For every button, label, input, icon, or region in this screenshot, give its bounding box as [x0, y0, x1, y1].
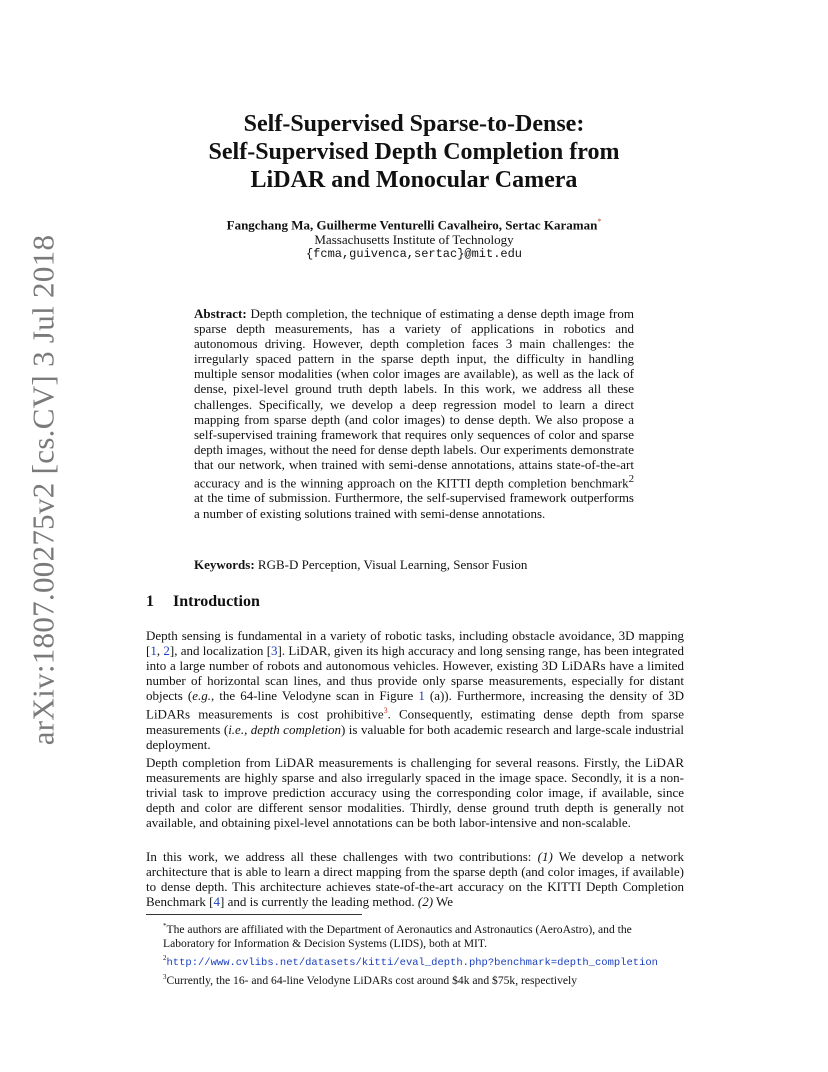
- arxiv-identifier: [22, 234, 64, 746]
- section-number: 1: [146, 593, 154, 610]
- p3-italic: (2): [417, 894, 434, 910]
- footnote-1-text: The authors are affiliated with the Department of Aeronautics and Astronautics (AeroAstro), and the Laboratory for Information & Decision Systems (LIDS), both at MIT.: [163, 922, 632, 950]
- title-line-2: Self-Supervised Depth Completion from: [208, 139, 620, 165]
- affiliation: Massachusetts Institute of Technology: [314, 232, 514, 248]
- arxiv-identifier-text: arXiv:1807.00275v2 [cs.CV] 3 Jul 2018: [25, 234, 61, 746]
- author-footnote-mark[interactable]: *: [597, 217, 602, 226]
- figure-link[interactable]: 1: [418, 688, 425, 704]
- citation-link[interactable]: 3: [271, 643, 278, 659]
- p1-text: ,: [156, 643, 164, 659]
- footnote-1: [146, 919, 684, 951]
- p1-text: , the 64-line Velodyne scan in Figure: [210, 688, 419, 704]
- p3-text: We: [433, 894, 454, 910]
- section-heading: [146, 593, 260, 611]
- p3-text: We develop a network architecture that is able to learn a direct mapping from the sparse depth (and color images, if available) to dense depth. This architecture achieves state-of-the-art accuracy on the KITTI Depth Completion Benchmark [: [146, 849, 684, 910]
- intro-paragraph-2: Depth completion from LiDAR measurements is challenging for several reasons. Firstly, the LiDAR measurements are highly sparse and also irregularly spaced in the image space. Secondly, it is a non-trivial task to improve prediction accuracy using the corresponding color image, if available, since depth and color are different sensor modalities. Thirdly, dense ground truth depth is generally not available, and obtaining pixel-level annotations can be both labor-intensive and non-scalable.: [146, 755, 684, 831]
- p1-text: . Consequently, estimating dense depth from sparse measurements (: [146, 706, 684, 737]
- title-line-1: Self-Supervised Sparse-to-Dense:: [243, 111, 585, 137]
- intro-paragraph-3: [146, 849, 684, 909]
- abstract-footnote-mark[interactable]: 2: [628, 473, 634, 486]
- p1-italic: e.g.: [192, 688, 211, 704]
- abstract-text-b: at the time of submission. Furthermore, the self-supervised framework outperforms a number of existing solutions trained with semi-dense annotations.: [194, 490, 634, 521]
- footnote-3-text: Currently, the 16- and 64-line Velodyne LiDARs cost around $4k and $75k, respectively: [166, 973, 578, 987]
- keywords: [194, 557, 634, 573]
- footnote-2-mark: 2: [163, 953, 167, 962]
- p1-text: (a)). Furthermore, increasing the density of 3D LiDARs measurements is cost prohibitive: [146, 688, 684, 722]
- footnote-2: [146, 951, 684, 970]
- author-names-line: [120, 214, 708, 232]
- footnote-3: [146, 970, 684, 988]
- p1-text: ]. LiDAR, given its high accuracy and long sensing range, has been integrated into a large number of robots and autonomous vehicles. However, existing 3D LiDARs have a limited number of horizontal scan lines, and thus provide only sparse measurements, especially for distant objects (: [146, 643, 684, 704]
- author-block: [120, 214, 708, 262]
- abstract: [194, 306, 634, 521]
- citation-link[interactable]: 4: [213, 894, 221, 910]
- keywords-label: Keywords:: [194, 557, 255, 572]
- p1-text: Depth sensing is fundamental in a variety of robotic tasks, including obstacle avoidance, 3D mapping [: [146, 628, 684, 659]
- p1-text: ) is valuable for both academic research and large-scale industrial deployment.: [146, 721, 684, 752]
- footnote-divider: [146, 914, 362, 915]
- footnotes: [146, 919, 684, 988]
- paper-title: [120, 110, 708, 194]
- author-names: Fangchang Ma, Guilherme Venturelli Cavalheiro, Sertac Karaman: [226, 217, 598, 233]
- p1-text: ], and localization [: [169, 643, 272, 659]
- footnote-3-mark: 3: [163, 972, 167, 981]
- keywords-text: RGB-D Perception, Visual Learning, Sensor Fusion: [254, 557, 528, 572]
- citation-link[interactable]: 2: [163, 643, 170, 659]
- p1-italic: i.e., depth completion: [228, 721, 341, 737]
- section-title: Introduction: [173, 593, 260, 610]
- footnote-url-link[interactable]: http://www.cvlibs.net/datasets/kitti/eval_depth.php?benchmark=depth_completion: [166, 956, 658, 969]
- p3-italic: (1): [537, 849, 553, 864]
- p3-text: In this work, we address all these challenges with two contributions:: [146, 849, 538, 864]
- citation-link[interactable]: 1: [150, 643, 157, 659]
- title-line-3: LiDAR and Monocular Camera: [250, 167, 578, 193]
- footnote-mark[interactable]: 3: [383, 706, 388, 716]
- author-email: {fcma,guivenca,sertac}@mit.edu: [305, 247, 523, 262]
- footnote-1-mark: *: [163, 922, 167, 930]
- intro-paragraph-1: [146, 628, 684, 752]
- abstract-text-a: Depth completion, the technique of estimating a dense depth image from sparse depth measurements, has a variety of applications in robotics and autonomous driving. However, depth completion faces 3 main challenges: the irregularly spaced pattern in the sparse depth input, the difficulty in handling multiple sensor modalities (when color images are available), as well as the lack of dense, pixel-level ground truth depth labels. In this work, we address all these challenges. Specifically, we develop a deep regression model to learn a direct mapping from sparse depth (and color images) to dense depth. We also propose a self-supervised training framework that requires only sequences of color and sparse depth images, without the need for dense depth labels. Our experiments demonstrate that our network, when trained with semi-dense annotations, attains state-of-the-art accuracy and is the winning approach on the KITTI depth completion benchmark: [194, 306, 634, 491]
- abstract-label: Abstract:: [194, 306, 247, 321]
- p3-text: ] and is currently the leading method.: [220, 894, 418, 910]
